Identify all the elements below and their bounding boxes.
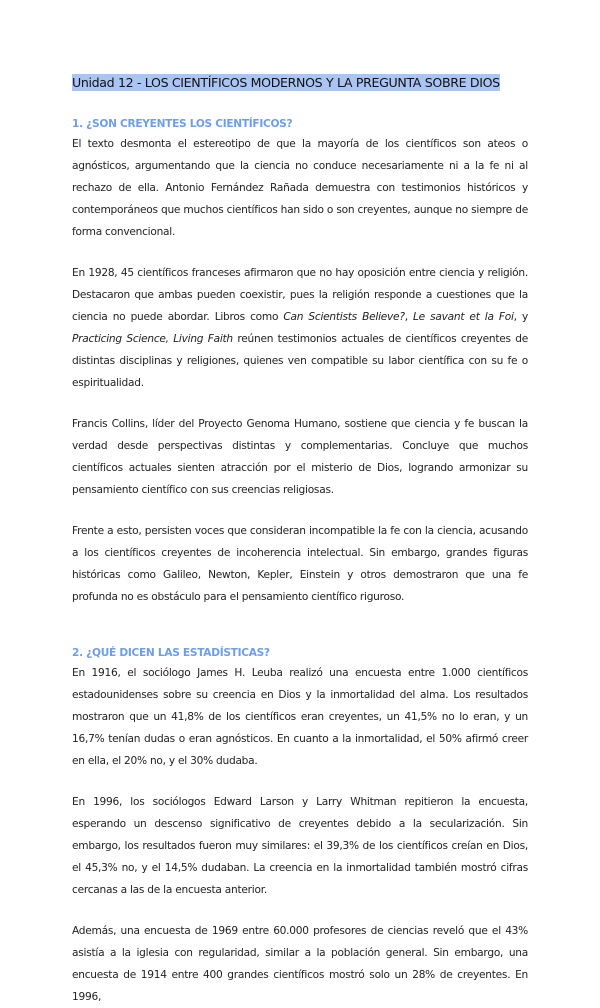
section-heading: 2. ¿QUÉ DICEN LAS ESTADÍSTICAS? [72,647,270,659]
book-title: Le savant et la Foi [413,311,514,323]
paragraph: El texto desmonta el estereotipo de que la mayoría de los científicos son ateos o agnósticos, argumentando que la ciencia no conduce necesariamente ni a la fe ni al rechazo de ella. Antonio Fernández Rañada demuestra con testimonios históricos y contemporáneos que muchos científicos han sido o son creyentes, aunque no siempre de forma convencional. [72,138,528,238]
paragraph: En 1996, los sociólogos Edward Larson y Larry Whitman repitieron la encuesta, esperando un descenso significativo de creyentes debido a la secularización. Sin embargo, los resultados fueron muy similares: el 39,3% de los científicos creían en Dios, el 45,3% no, y el 14,5% dudaban. La creencia en la inmortalidad también mostró cifras cercanas a las de la encuesta anterior. [72,796,528,896]
paragraph: Además, una encuesta de 1969 entre 60.000 profesores de ciencias reveló que el 43% asistía a la iglesia con regularidad, similar a la población general. Sin embargo, una encuesta de 1914 entre 400 grandes científicos mostró solo un 28% de creyentes. En 1996, [72,925,528,1003]
section-heading: 1. ¿SON CREYENTES LOS CIENTÍFICOS? [72,118,293,130]
text-segment: , y [513,311,528,323]
section-1 [72,115,528,608]
document-page [72,72,528,1008]
paragraph: En 1916, el sociólogo James H. Leuba realizó una encuesta entre 1.000 científicos estadounidenses sobre su creencia en Dios y la inmortalidad del alma. Los resultados mostraron que un 41,8% de los científicos eran creyentes, un 41,5% no lo eran, y un 16,7% tenían dudas o eran agnósticos. En cuanto a la inmortalidad, el 50% afirmó creer en ella, el 20% no, y el 30% dudaba. [72,667,528,767]
book-title: Can Scientists Believe? [283,311,405,323]
text-segment: , [404,311,414,323]
paragraph [72,262,528,394]
document-title: Unidad 12 - LOS CIENTÍFICOS MODERNOS Y LA PREGUNTA SOBRE DIOS [72,75,500,90]
section-2 [72,644,528,1008]
text-segment: reúnen testimonios actuales de científicos creyentes de distintas disciplinas y religiones, quienes ven compatible su labor científica con su fe o espiritualidad. [72,333,528,389]
text-segment: En 1928, 45 científicos franceses afirmaron que no hay oposición entre ciencia y religión. Destacaron que ambas pueden coexistir, pues la religión responde a cuestiones que la ciencia no puede abordar. Libros como [72,267,528,323]
paragraph: Frente a esto, persisten voces que consideran incompatible la fe con la ciencia, acusando a los científicos creyentes de incoherencia intelectual. Sin embargo, grandes figuras históricas como Galileo, Newton, Kepler, Einstein y otros demostraron que una fe profunda no es obstáculo para el pensamiento científico riguroso. [72,525,528,603]
paragraph: Francis Collins, líder del Proyecto Genoma Humano, sostiene que ciencia y fe buscan la verdad desde perspectivas distintas y complementarias. Concluye que muchos científicos actuales sienten atracción por el misterio de Dios, logrando armonizar su pensamiento científico con sus creencias religiosas. [72,418,528,496]
book-title: Practicing Science, Living Faith [72,333,233,345]
